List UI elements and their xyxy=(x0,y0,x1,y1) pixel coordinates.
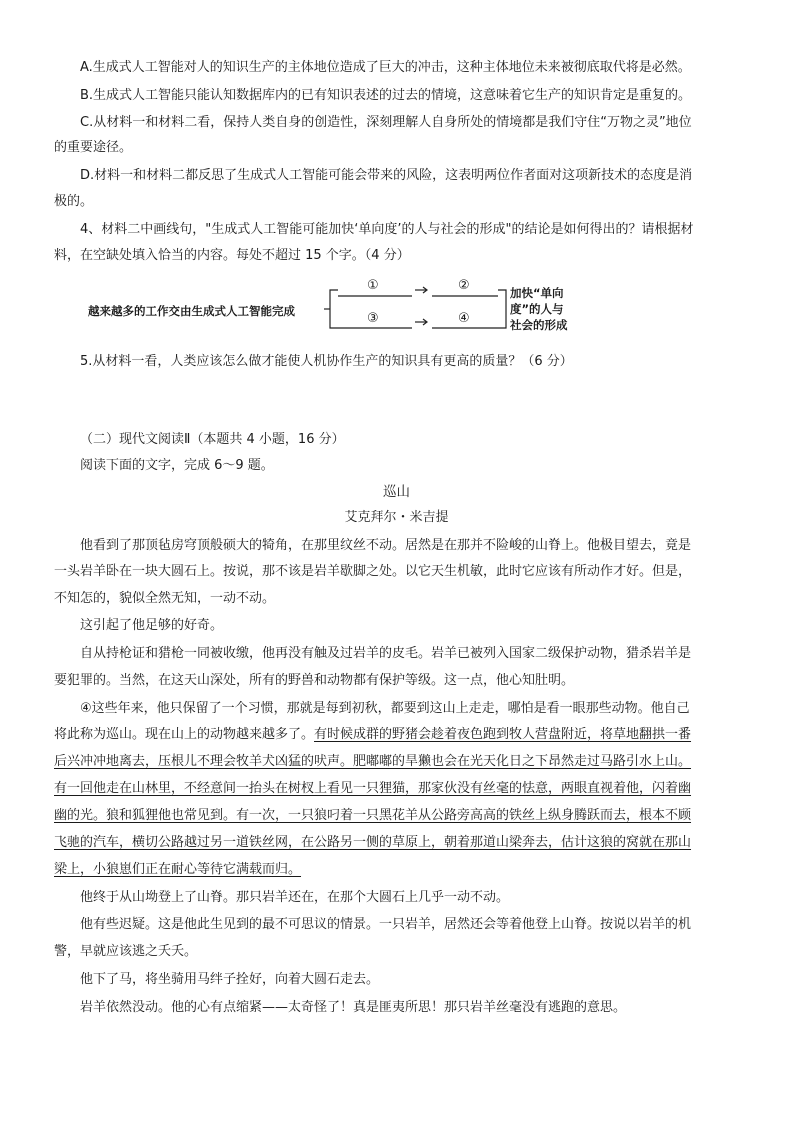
story-p8: 岩羊依然没动。他的心有点缩紧——太奇怪了！真是匪夷所思！那只岩羊丝毫没有逃跑的意思。 xyxy=(80,1000,627,1015)
option-a: A.生成式人工智能对人的知识生产的主体地位造成了巨大的冲击，这种主体地位未来被彻底取代将是必然。 xyxy=(80,60,691,75)
section-instruction: 阅读下面的文字，完成 6～9 题。 xyxy=(80,458,274,473)
story-p4-line4-underlined: 有一回他走在山林里，不经意间一抬头在树杈上看见一只狸猫，那家伙没有丝毫的怯意，两眼直视着他，闪着幽 xyxy=(54,781,692,796)
diagram-right-line2: 度”的人与 xyxy=(510,302,564,316)
option-c-line1: C.从材料一和材料二看，保持人类自身的创造性，深刻理解人自身所处的情境都是我们守住“万物之灵”地位 xyxy=(80,115,692,130)
option-b: B.生成式人工智能只能认知数据库内的已有知识表述的过去的情境，这意味着它生产的知识肯定是重复的。 xyxy=(80,88,692,103)
story-p7: 他下了马，将坐骑用马绊子拴好，向着大圆石走去。 xyxy=(80,972,380,987)
diagram-right-line3: 社会的形成 xyxy=(510,318,568,332)
option-d-line2: 极的。 xyxy=(54,194,94,209)
story-p4-line6-underlined: 飞驰的汽车，横切公路越过另一道铁丝网，在公路另一侧的草原上，朝着那道山梁奔去，估计这狼的窝就在那山 xyxy=(54,835,692,850)
question-4-line1: 4、材料二中画线句，"生成式人工智能可能加快‘单向度’的人与社会的形成"的结论是如何得出的？请根据材 xyxy=(80,222,694,237)
question-5: 5.从材料一看，人类应该怎么做才能使人机协作生产的知识具有更高的质量？（6 分） xyxy=(80,354,573,369)
story-p1-line1: 他看到了那顶毡房穹顶般硕大的犄角，在那里纹丝不动。居然是在那并不险峻的山脊上。他极目望去，竟是 xyxy=(80,538,692,553)
blank-3-marker: ③ xyxy=(367,311,379,326)
story-p6-line2: 警，早就应该逃之夭夭。 xyxy=(54,944,198,959)
blank-1-marker: ① xyxy=(367,278,379,293)
right-brace-lines xyxy=(498,290,506,328)
story-p4-line7-underlined: 梁上，小狼崽们正在耐心等待它满载而归。 xyxy=(54,862,302,877)
diagram-right-label xyxy=(510,285,568,333)
blank-2-marker: ② xyxy=(458,278,470,293)
diagram-right-line1: 加快“单向 xyxy=(510,286,564,300)
diagram-left-label: 越来越多的工作交由生成式人工智能完成 xyxy=(88,304,295,318)
blank-4-marker: ④ xyxy=(458,311,470,326)
section-heading: （二）现代文阅读Ⅱ（本题共 4 小题，16 分） xyxy=(80,432,345,447)
story-p6-line1: 他有些迟疑。这是他此生见到的最不可思议的情景。一只岩羊，居然还会等着他登上山脊。按说以岩羊的机 xyxy=(80,917,692,932)
flow-diagram xyxy=(80,276,600,342)
story-p1-line3: 不知怎的，貌似全然无知，一动不动。 xyxy=(54,591,276,606)
underlined-sentence-start: 有时候成群的野猪会趁着夜色跑到牧人营盘附近，将草地翻拱一番 xyxy=(314,727,692,742)
option-c-line2: 的重要途径。 xyxy=(54,140,133,155)
story-title: 巡山 xyxy=(383,484,410,500)
story-p5: 他终于从山坳登上了山脊。那只岩羊还在，在那个大圆石上几乎一动不动。 xyxy=(80,890,510,905)
story-p4-line5-underlined: 幽的光。狼和狐狸他也常见到。有一次，一只狼叼着一只黑花羊从公路旁高高的铁丝上纵身腾跃而去，根本不顾 xyxy=(54,808,692,823)
story-p4-line1: ④这些年来，他只保留了一个习惯，那就是每到初秋，都要到这山上走走，哪怕是看一眼那些动物。他自己 xyxy=(80,701,690,716)
question-4-line2: 料，在空缺处填入恰当的内容。每处不超过 15 个字。（4 分） xyxy=(54,248,410,263)
story-p4-line2-plain: 将此称为巡山。现在山上的动物越来越多了。 xyxy=(54,727,315,742)
story-author: 艾克拜尔・米吉提 xyxy=(344,510,449,525)
story-p4-line2 xyxy=(54,725,691,745)
option-d-line1: D.材料一和材料二都反思了生成式人工智能可能会带来的风险，这表明两位作者面对这项新技术的态度是消 xyxy=(80,168,693,183)
left-brace-lines xyxy=(330,290,338,328)
story-p1-line2: 一头岩羊卧在一块大圆石上。按说，那不该是岩羊歇脚之处。以它天生机敏，此时它应该有所动作才好。但是， xyxy=(54,564,692,579)
story-p3-line1: 自从持枪证和猎枪一同被收缴，他再没有触及过岩羊的皮毛。岩羊已被列入国家二级保护动物，猎杀岩羊是 xyxy=(80,646,692,661)
story-p2: 这引起了他足够的好奇。 xyxy=(80,618,224,633)
story-p4-line3-underlined: 后兴冲冲地离去，压根儿不理会牧羊犬凶猛的吠声。肥嘟嘟的旱獭也会在光天化日之下昂然走过马路引水上山。 xyxy=(54,754,692,769)
story-p3-line2: 要犯罪的。当然，在这天山深处，所有的野兽和动物都有保护等级。这一点，他心知肚明。 xyxy=(54,673,575,688)
